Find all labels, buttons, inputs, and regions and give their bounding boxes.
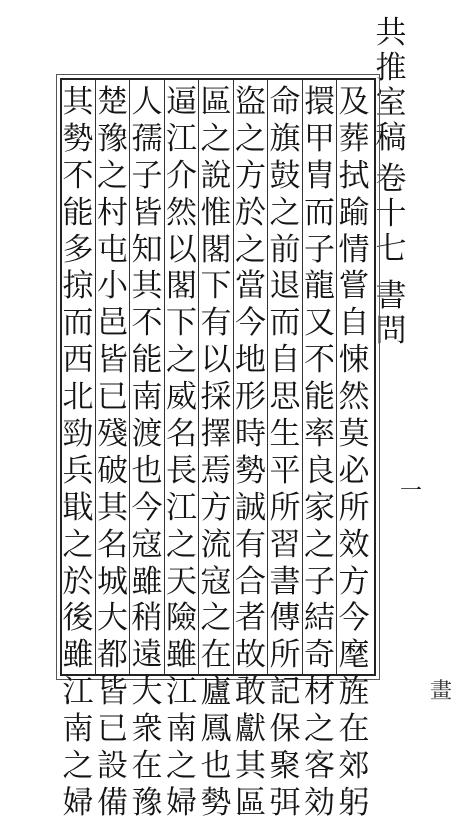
text-char: 勁 xyxy=(62,416,94,453)
text-char: 在 xyxy=(338,711,370,748)
text-char: 設 xyxy=(97,748,128,785)
text-char: 擇 xyxy=(200,416,232,453)
header-char: 七 xyxy=(375,231,407,267)
text-char: 能 xyxy=(62,194,94,231)
text-char: 自 xyxy=(269,342,301,379)
text-column xyxy=(231,84,271,822)
page-number: 一 xyxy=(399,479,422,504)
text-char: 之 xyxy=(62,526,94,563)
text-char: 有 xyxy=(235,526,266,563)
text-char: 龍 xyxy=(304,268,335,305)
header-char: 推 xyxy=(375,50,407,86)
header-char: 稿 xyxy=(375,120,407,156)
text-char: 掠 xyxy=(62,268,94,305)
text-column xyxy=(127,84,167,822)
text-char: 生 xyxy=(269,416,301,453)
text-char: 介 xyxy=(166,157,197,194)
text-char: 下 xyxy=(200,268,232,305)
text-char: 平 xyxy=(269,452,301,489)
text-char: 今 xyxy=(338,600,370,637)
text-char: 江 xyxy=(166,120,197,157)
text-char: 麾 xyxy=(338,637,370,674)
header-char: 卷 xyxy=(375,161,407,197)
text-char: 能 xyxy=(304,379,335,416)
text-char: 其 xyxy=(235,748,266,785)
text-char: 而 xyxy=(62,305,94,342)
text-char: 勢 xyxy=(235,452,266,489)
text-char: 村 xyxy=(97,194,128,231)
text-char: 流 xyxy=(200,526,232,563)
text-char: 効 xyxy=(304,784,335,821)
header-char: 共 xyxy=(375,15,407,51)
text-char: 莫 xyxy=(338,416,370,453)
text-char: 說 xyxy=(200,157,232,194)
text-char: 子 xyxy=(304,231,335,268)
text-char: 悚 xyxy=(338,342,370,379)
text-char: 以 xyxy=(166,231,197,268)
text-char: 子 xyxy=(304,563,335,600)
text-char: 敢 xyxy=(235,674,266,711)
text-char: 其 xyxy=(62,84,94,120)
text-char: 焉 xyxy=(200,452,232,489)
text-char: 子 xyxy=(131,157,163,194)
text-char: 誠 xyxy=(235,489,266,526)
text-char: 人 xyxy=(131,84,163,120)
text-char: 傳 xyxy=(269,600,301,637)
text-char: 有 xyxy=(200,305,232,342)
text-char: 孺 xyxy=(131,120,163,157)
text-char: 勢 xyxy=(62,120,94,157)
text-column xyxy=(58,84,98,822)
text-char: 寇 xyxy=(200,563,232,600)
text-char: 勢 xyxy=(200,784,232,821)
text-char: 婦 xyxy=(166,784,197,821)
text-char: 北 xyxy=(62,379,94,416)
text-char: 廬 xyxy=(200,674,232,711)
text-char: 都 xyxy=(97,637,128,674)
text-char: 之 xyxy=(62,748,94,785)
text-char: 之 xyxy=(304,526,335,563)
text-char: 江 xyxy=(62,674,94,711)
text-char: 以 xyxy=(200,342,232,379)
text-char: 戢 xyxy=(62,489,94,526)
text-char: 婦 xyxy=(62,784,94,821)
text-char: 名 xyxy=(97,526,128,563)
text-column xyxy=(93,84,133,822)
text-char: 遠 xyxy=(131,637,163,674)
text-char: 不 xyxy=(304,342,335,379)
text-char: 長 xyxy=(166,452,197,489)
text-char: 習 xyxy=(269,526,301,563)
text-char: 惟 xyxy=(200,194,232,231)
text-char: 其 xyxy=(97,489,128,526)
text-char: 旗 xyxy=(269,120,301,157)
text-char: 方 xyxy=(200,489,232,526)
text-char: 故 xyxy=(235,637,266,674)
text-char: 所 xyxy=(269,489,301,526)
text-char: 閣 xyxy=(166,268,197,305)
text-char: 形 xyxy=(235,379,266,416)
text-char: 後 xyxy=(62,600,94,637)
text-char: 威 xyxy=(166,379,197,416)
text-char: 又 xyxy=(304,305,335,342)
text-char: 嘗 xyxy=(338,268,370,305)
text-char: 能 xyxy=(131,342,163,379)
text-char: 多 xyxy=(62,231,94,268)
text-char: 逼 xyxy=(166,84,197,120)
text-char: 所 xyxy=(269,637,301,674)
text-char: 雖 xyxy=(131,563,163,600)
text-char: 家 xyxy=(304,489,335,526)
text-char: 之 xyxy=(97,157,128,194)
text-char: 衆 xyxy=(131,711,163,748)
text-char: 於 xyxy=(235,194,266,231)
text-char: 之 xyxy=(166,526,197,563)
text-char: 率 xyxy=(304,416,335,453)
text-char: 旌 xyxy=(338,674,370,711)
text-char: 之 xyxy=(235,231,266,268)
text-char: 邑 xyxy=(97,305,128,342)
text-char: 渡 xyxy=(131,416,163,453)
text-char: 者 xyxy=(235,600,266,637)
text-char: 地 xyxy=(235,342,266,379)
text-char: 知 xyxy=(131,231,163,268)
text-char: 盜 xyxy=(235,84,266,120)
text-char: 當 xyxy=(235,268,266,305)
text-char: 險 xyxy=(166,600,197,637)
text-char: 稍 xyxy=(131,600,163,637)
text-char: 之 xyxy=(235,120,266,157)
text-char: 情 xyxy=(338,231,370,268)
text-char: 豫 xyxy=(97,120,128,157)
text-char: 效 xyxy=(338,526,370,563)
text-char: 西 xyxy=(62,342,94,379)
text-char: 方 xyxy=(338,563,370,600)
text-char: 區 xyxy=(200,84,232,120)
text-char: 記 xyxy=(269,674,301,711)
text-char: 豫 xyxy=(131,784,163,821)
text-char: 皆 xyxy=(131,194,163,231)
text-char: 之 xyxy=(269,194,301,231)
text-char: 江 xyxy=(166,674,197,711)
text-char: 之 xyxy=(304,711,335,748)
text-column xyxy=(265,84,305,822)
text-char: 退 xyxy=(269,268,301,305)
text-char: 結 xyxy=(304,600,335,637)
text-char: 而 xyxy=(304,194,335,231)
text-char: 方 xyxy=(235,157,266,194)
text-char: 大 xyxy=(97,600,128,637)
header-char: 問 xyxy=(375,313,407,349)
text-char: 奇 xyxy=(304,637,335,674)
text-char: 及 xyxy=(338,84,370,120)
text-char: 天 xyxy=(166,563,197,600)
text-char: 備 xyxy=(97,784,128,821)
text-char: 閣 xyxy=(200,231,232,268)
text-char: 兵 xyxy=(62,452,94,489)
text-char: 之 xyxy=(166,748,197,785)
text-char: 已 xyxy=(97,711,128,748)
text-char: 胄 xyxy=(304,157,335,194)
text-char: 命 xyxy=(269,84,301,120)
text-char: 屯 xyxy=(97,231,128,268)
running-header xyxy=(372,16,410,349)
text-char: 也 xyxy=(131,452,163,489)
text-char: 前 xyxy=(269,231,301,268)
text-char: 之 xyxy=(166,342,197,379)
text-char: 弭 xyxy=(269,784,301,821)
header-char: 書 xyxy=(375,278,407,314)
text-char: 之 xyxy=(200,120,232,157)
text-char: 南 xyxy=(62,711,94,748)
text-char: 鼓 xyxy=(269,157,301,194)
text-char: 城 xyxy=(97,563,128,600)
text-char: 雖 xyxy=(62,637,94,674)
text-char: 書 xyxy=(269,563,301,600)
text-char: 擐 xyxy=(304,84,335,120)
text-char: 客 xyxy=(304,748,335,785)
text-char: 區 xyxy=(235,784,266,821)
text-column xyxy=(162,84,202,822)
text-column xyxy=(334,84,374,822)
text-char: 鳳 xyxy=(200,711,232,748)
header-char: 室 xyxy=(375,85,407,121)
text-char: 然 xyxy=(166,194,197,231)
text-char: 皆 xyxy=(97,674,128,711)
text-char: 葬 xyxy=(338,120,370,157)
header-char: 十 xyxy=(375,196,407,232)
text-char: 甲 xyxy=(304,120,335,157)
text-char: 合 xyxy=(235,563,266,600)
text-char: 自 xyxy=(338,305,370,342)
text-column xyxy=(196,84,236,822)
text-char: 而 xyxy=(269,305,301,342)
text-char: 南 xyxy=(131,379,163,416)
text-char: 南 xyxy=(166,711,197,748)
text-char: 必 xyxy=(338,452,370,489)
text-char: 聚 xyxy=(269,748,301,785)
text-char: 也 xyxy=(200,748,232,785)
text-char: 破 xyxy=(97,452,128,489)
text-char: 其 xyxy=(131,268,163,305)
text-char: 思 xyxy=(269,379,301,416)
text-char: 已 xyxy=(97,379,128,416)
text-char: 良 xyxy=(304,452,335,489)
text-char: 拭 xyxy=(338,157,370,194)
text-char: 躬 xyxy=(338,784,370,821)
text-char: 獻 xyxy=(235,711,266,748)
text-char: 保 xyxy=(269,711,301,748)
text-char: 今 xyxy=(131,489,163,526)
text-char: 材 xyxy=(304,674,335,711)
text-char: 之 xyxy=(200,600,232,637)
text-char: 採 xyxy=(200,379,232,416)
text-char: 所 xyxy=(338,489,370,526)
text-char: 踰 xyxy=(338,194,370,231)
text-char: 皆 xyxy=(97,342,128,379)
text-char: 雖 xyxy=(166,637,197,674)
text-char: 江 xyxy=(166,489,197,526)
text-char: 大 xyxy=(131,674,163,711)
text-char: 名 xyxy=(166,416,197,453)
text-char: 在 xyxy=(131,748,163,785)
text-char: 寇 xyxy=(131,526,163,563)
text-column xyxy=(300,84,340,822)
text-char: 時 xyxy=(235,416,266,453)
text-char: 郊 xyxy=(338,748,370,785)
text-char: 然 xyxy=(338,379,370,416)
text-char: 於 xyxy=(62,563,94,600)
text-char: 在 xyxy=(200,637,232,674)
text-char: 楚 xyxy=(97,84,128,120)
page-stamp: 畫 xyxy=(430,679,453,704)
text-char: 不 xyxy=(131,305,163,342)
text-char: 下 xyxy=(166,305,197,342)
text-char: 殘 xyxy=(97,416,128,453)
text-char: 不 xyxy=(62,157,94,194)
text-char: 今 xyxy=(235,305,266,342)
text-char: 小 xyxy=(97,268,128,305)
